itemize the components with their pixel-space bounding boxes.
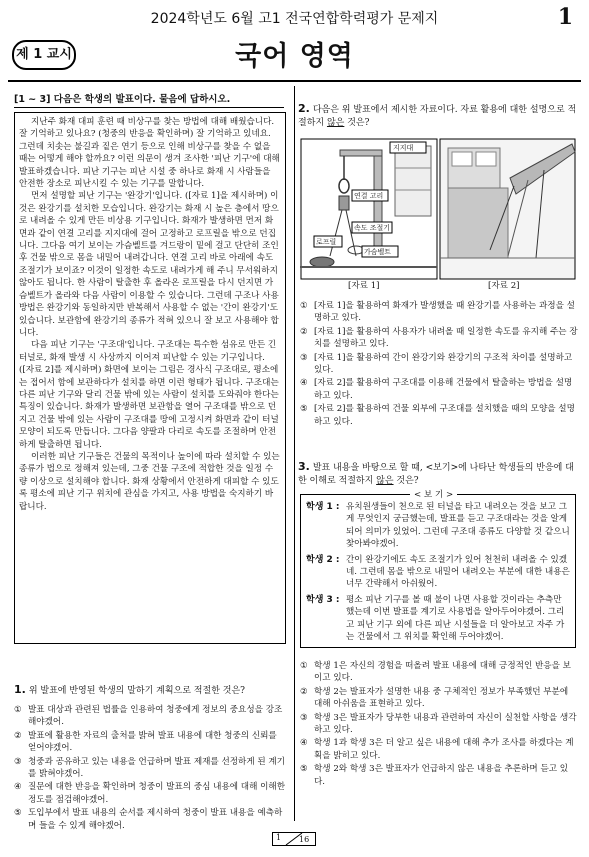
student-label: 학생 3 : bbox=[306, 594, 340, 605]
figure-label: 지지대 bbox=[393, 144, 414, 152]
student-response bbox=[306, 501, 570, 551]
question-number: 1. bbox=[14, 683, 26, 696]
passage-paragraph: 지난주 화재 대피 훈련 때 비상구를 찾는 방법에 대해 배웠습니다. 잘 기억하고 있나요? (청중의 반응을 확인하며) 잘 기억하고 있네요. 그런데 치솟는 불길과 짙은 연기 등으로 인해 비상구를 찾을 수 없을 때는 어떻게 해야 할까요? 이런 의문이 생겨 조사한 '피난 기구'에 대해 발표하겠습니다. 피난 기구는 피난 시설 중 하나로 화재 시 사람들을 안전한 장소로 피난시킬 수 있는 기구를 말합니다. bbox=[19, 117, 280, 190]
option-text: 학생 3은 발표자가 당부한 내용과 관련하여 자신이 실천할 사항을 생각하고 있다. bbox=[314, 712, 577, 736]
question-3-options bbox=[300, 660, 578, 789]
option-text: 학생 2는 발표자가 설명한 내용 중 구체적인 정보가 부족했던 부분에 대해 아쉬움을 표현하고 있다. bbox=[314, 686, 569, 710]
question-text-end: 것은? bbox=[393, 476, 419, 486]
option-mark: ③ bbox=[300, 712, 308, 723]
exam-title: 2024학년도 6월 고1 전국연합학력평가 문제지 bbox=[150, 11, 439, 27]
passage-instruction: [1 ~ 3] 다음은 학생의 발표이다. 물음에 답하시오. bbox=[14, 91, 284, 108]
answer-option-3[interactable] bbox=[300, 712, 578, 737]
question-number: 3. bbox=[298, 460, 310, 473]
figure-label: 가슴벨트 bbox=[364, 248, 392, 256]
option-text: [자료 2]를 활용하여 건물 외부에 구조대를 설치했을 때의 모양을 설명하고 있다. bbox=[314, 404, 575, 427]
answer-option-2[interactable] bbox=[300, 686, 578, 711]
option-mark: ① bbox=[300, 301, 308, 311]
option-mark: ⑤ bbox=[14, 808, 22, 819]
passage-box bbox=[14, 112, 286, 644]
option-text: 도입부에서 발표 내용의 순서를 제시하여 청중이 발표 내용을 예측하며 들을 수 있게 해야겠어. bbox=[28, 808, 283, 831]
answer-option-1[interactable] bbox=[300, 300, 578, 325]
student-text: 평소 피난 기구를 볼 때 불이 나면 사용할 것이라는 추측만 했는데 이번 발표를 계기로 사용법을 알아두어야겠어. 그리고 피난 기구 외에 다른 피난 시설들을 더 알아보고 자주 가는 건물에서 그 위치를 확인해 두어야겠어. bbox=[346, 594, 565, 643]
option-text: [자료 2]를 활용하여 구조대를 이용해 건물에서 탈출하는 방법을 설명하고 있다. bbox=[314, 378, 573, 401]
header-rule bbox=[8, 80, 581, 82]
answer-option-4[interactable] bbox=[300, 377, 578, 402]
option-text: 청중과 공유하고 있는 내용을 언급하며 발표 제재를 선정하게 된 계기를 밝혀야겠어. bbox=[28, 756, 286, 780]
question-3-stem bbox=[298, 460, 578, 488]
question-text: 위 발표에 반영된 학생의 말하기 계획으로 적절한 것은? bbox=[28, 686, 245, 696]
answer-option-4[interactable] bbox=[14, 781, 286, 806]
option-text: [자료 1]을 활용하여 간이 완강기와 완강기의 구조적 차이를 설명하고 있다. bbox=[314, 352, 573, 376]
option-text: 발표 대상과 관련된 법률을 인용하여 청중에게 정보의 중요성을 강조해야겠어. bbox=[28, 705, 283, 728]
answer-option-4[interactable] bbox=[300, 737, 578, 762]
student-label: 학생 2 : bbox=[306, 554, 340, 565]
figure-caption: [자료 1] bbox=[348, 281, 380, 291]
question-number: 2. bbox=[298, 102, 310, 115]
student-response bbox=[306, 554, 570, 591]
question-text-end: 것은? bbox=[344, 118, 370, 128]
question-text: 발표 내용을 바탕으로 할 때, <보기>에 나타난 학생들의 반응에 대한 이해로 적절하지 bbox=[298, 463, 574, 486]
footer-page: 1 bbox=[276, 833, 282, 842]
student-text: 간이 완강기에도 속도 조절기가 있어 천천히 내려올 수 있겠네. 그런데 몸을 밖으로 내밀어 내려오는 부분에 대한 내용은 너무 간략해서 아쉬웠어. bbox=[346, 554, 570, 590]
figure-label: 연결 고리 bbox=[354, 192, 384, 200]
answer-option-1[interactable] bbox=[14, 704, 286, 729]
answer-option-3[interactable] bbox=[300, 352, 578, 377]
option-mark: ③ bbox=[300, 352, 308, 363]
bogi-box bbox=[300, 494, 576, 648]
option-mark: ② bbox=[300, 326, 308, 337]
answer-option-1[interactable] bbox=[300, 660, 578, 685]
figure-caption: [자료 2] bbox=[488, 281, 520, 291]
option-text: 학생 1과 학생 3은 더 알고 싶은 내용에 대해 추가 조사를 하겠다는 계획을 밝히고 있다. bbox=[314, 738, 574, 761]
answer-option-5[interactable] bbox=[14, 807, 286, 832]
option-mark: ⑤ bbox=[300, 404, 308, 415]
option-text: [자료 1]을 활용하여 화재가 발생했을 때 완강기를 사용하는 과정을 설명하고 있다. bbox=[314, 301, 575, 324]
option-mark: ③ bbox=[14, 756, 22, 767]
option-mark: ① bbox=[300, 661, 308, 671]
option-mark: ⑤ bbox=[300, 764, 308, 775]
answer-option-5[interactable] bbox=[300, 403, 578, 428]
question-emphasis: 않은 bbox=[376, 476, 394, 486]
student-text: 유치원생들이 천으로 된 터널을 타고 내려오는 것을 보고 그게 무엇인지 궁금했는데, 발표를 듣고 구조대라는 것을 알게 되어 의미가 있었어. 그런데 구조대 종류도 다양할 것 같으니 찾아봐야겠어. bbox=[346, 502, 570, 550]
answer-option-2[interactable] bbox=[14, 730, 286, 755]
option-mark: ④ bbox=[300, 378, 308, 389]
passage-paragraph: 다음 피난 기구는 '구조대'입니다. 구조대는 특수한 섬유로 만든 긴 터널로, 화재 발생 시 사상까지 이어져 피난할 수 있는 기구입니다. ([자료 2]를 제시하며) 화면에 보이는 그림은 경사식 구조대로, 평소에는 접어서 함에 보관하다가 설치를 하면 이런 형태가 됩니다. 구조대는 다른 피난 기구와 달리 건물 밖에 있는 사람이 설치를 도와줘야 한다는 특징이 있습니다. 화재가 발생하면 보관함을 열어 구조대를 밖으로 던지고 건물 밖에 있는 사람이 구조대를 땅에 고정시켜 화면과 같이 터널 모양이 되도록 만듭니다. 그다음 양팔과 다리로 속도를 조절하며 안전하게 탈출하면 됩니다. bbox=[19, 340, 279, 450]
option-mark: ① bbox=[14, 705, 22, 715]
option-text: [자료 1]을 활용하여 사용자가 내려올 때 일정한 속도를 유지해 주는 장치를 설명하고 있다. bbox=[314, 326, 578, 350]
option-mark: ④ bbox=[14, 782, 22, 793]
student-label: 학생 1 : bbox=[306, 502, 340, 512]
student-response bbox=[306, 594, 570, 644]
option-text: 질문에 대한 반응을 확인하며 청중이 발표의 중심 내용에 대해 이해한 정도를 점검해야겠어. bbox=[28, 782, 286, 805]
question-emphasis: 않은 bbox=[326, 118, 345, 128]
figure-label: 로프릴 bbox=[316, 238, 337, 246]
page-number: 1 bbox=[557, 4, 573, 30]
answer-option-3[interactable] bbox=[14, 756, 286, 781]
option-text: 학생 2와 학생 3은 발표자가 언급하지 않은 내용을 추론하며 듣고 있다. bbox=[314, 764, 569, 787]
option-mark: ② bbox=[14, 730, 22, 741]
answer-option-5[interactable] bbox=[300, 763, 578, 788]
session-badge: 제 1 교시 bbox=[12, 40, 76, 70]
answer-option-2[interactable] bbox=[300, 326, 578, 351]
option-text: 발표에 활용한 자료의 출처를 밝혀 발표 내용에 대한 청중의 신뢰를 얻어야겠어. bbox=[28, 730, 277, 754]
bogi-label: < 보 기 > bbox=[410, 488, 457, 500]
option-mark: ② bbox=[300, 686, 308, 697]
passage-paragraph: 이러한 피난 기구들은 건물의 목적이나 높이에 따라 설치할 수 있는 종류가 법으로 정해져 있는데, 그중 건물 구조에 적합한 것을 일정 수량 이상으로 설치해야 합니다. 화재 상황에서 안전하게 대피할 수 있도록 평소에 피난 기구 위치에 관심을 가지고, 사용 방법을 숙지하기 바랍니다. bbox=[19, 451, 280, 512]
question-stem bbox=[14, 683, 286, 698]
subject-title: 국어 영역 bbox=[235, 41, 354, 72]
figure-panel bbox=[300, 138, 576, 290]
page-footer bbox=[272, 832, 316, 846]
option-text: 학생 1은 자신의 경험을 떠올려 발표 내용에 대해 긍정적인 반응을 보이고 있다. bbox=[314, 661, 571, 684]
figure-label: 속도 조절기 bbox=[354, 224, 391, 232]
passage-paragraph: 먼저 설명할 피난 기구는 '완강기'입니다. ([자료 1]을 제시하며) 이것은 완강기를 설치한 모습입니다. 완강기는 화재 시 높은 층에서 땅으로 내려올 수 있게 만든 비상용 기구입니다. 화재가 발생하면 먼저 화면과 같이 연결 고리를 지지대에 걸어 고정하고 로프릴을 밖으로 던집니다. 그다음 여기 보이는 가슴벨트를 겨드랑이 밑에 걸고 단단히 조인 후 건물 밖으로 몸을 내밀어 내려갑니다. 연결 고리 바로 아래에 속도 조절기가 보이죠? 이것이 일정한 속도로 내려가게 해 주니 무서워하지 않아도 됩니다. 한 사람이 탈출한 후 올라온 로프릴을 다시 던지면 가슴벨트가 올라와 다음 사람이 이용할 수 있습니다. 그런데 구조나 사용 방법은 완강기와 동일하지만 반복해서 사용할 수 없는 '간이 완강기'도 있습니다. 보관함에 완강기의 종류가 적혀 있으니 잘 보고 사용해야 합니다. bbox=[19, 191, 279, 338]
question-text: 다음은 위 발표에서 제시한 자료이다. 자료 활용에 대한 설명으로 적절하지 bbox=[298, 105, 577, 128]
question-2-options bbox=[300, 300, 578, 429]
question-2-stem bbox=[298, 102, 578, 130]
column-divider bbox=[294, 86, 295, 821]
option-mark: ④ bbox=[300, 738, 308, 749]
question-1 bbox=[14, 683, 286, 833]
footer-total: 16 bbox=[299, 835, 310, 844]
figure-illustration bbox=[300, 138, 576, 290]
